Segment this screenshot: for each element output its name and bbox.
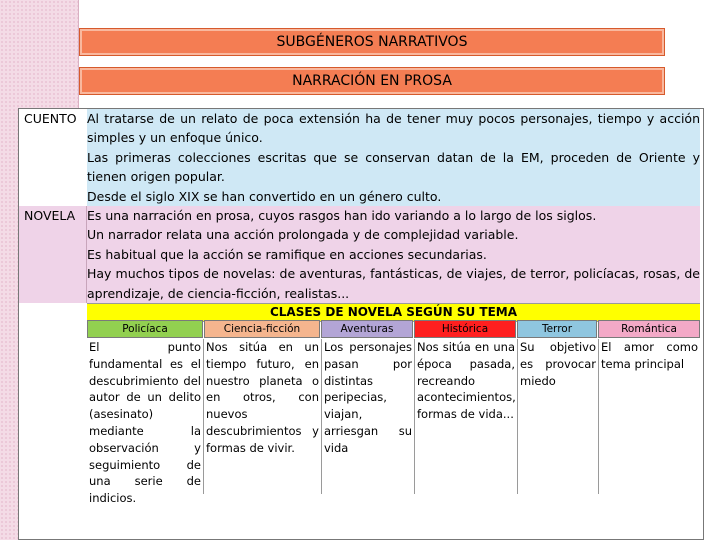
cuento-label: CUENTO <box>24 111 77 126</box>
title-banner: SUBGÉNEROS NARRATIVOS <box>79 28 665 56</box>
category-description-row <box>87 339 700 506</box>
category-aventuras: Aventuras <box>321 320 413 338</box>
historica-description: Nos sitúa en una época pasada, recreando acontecimientos, formas de vida... <box>417 340 516 422</box>
novela-line: Hay muchos tipos de novelas: de aventuras, fantásticas, de viajes, de terror, policíacas, rosas, de aprendizaje, de ciencia-ficción, realistas... <box>87 266 700 301</box>
category-romantica: Romántica <box>598 320 700 338</box>
aventuras-description: Los personajes pasan por distintas peripecias, viajan, arriesgan su vida <box>324 340 412 455</box>
category-terror: Terror <box>517 320 597 338</box>
category-policiaca: Policíaca <box>87 320 203 338</box>
category-header-row <box>87 320 700 337</box>
policiaca-description: El punto fundamental es el descubrimiento del autor de un delito (asesinato) mediante la observación y seguimiento de una serie de indicios. <box>89 340 201 506</box>
cuento-line: Al tratarse de un relato de poca extensión ha de tener muy pocos personajes, tiempo y acción simples y un enfoque único. <box>87 111 700 146</box>
content-table <box>18 108 704 540</box>
novela-line: Es una narración en prosa, cuyos rasgos han ido variando a lo largo de los siglos. <box>87 208 597 223</box>
cuento-description <box>87 109 700 206</box>
subtitle-banner: NARRACIÓN EN PROSA <box>79 67 665 95</box>
cuento-line: Desde el siglo XIX se han convertido en un género culto. <box>87 188 442 204</box>
ciencia-ficcion-description: Nos sitúa en un tiempo futuro, en nuestro planeta o en otros, con nuevos descubrimientos y formas de vivir. <box>206 340 319 455</box>
novela-description <box>87 206 700 303</box>
category-historica: Histórica <box>414 320 516 338</box>
romantica-description: El amor como tema principal <box>601 340 698 371</box>
cuento-line: Las primeras colecciones escritas que se conservan datan de la EM, proceden de Oriente y tienen origen popular. <box>87 149 700 185</box>
terror-description: Su objetivo es provocar miedo <box>520 340 596 388</box>
category-ciencia-ficcion: Ciencia-ficción <box>204 320 320 338</box>
novela-line: Es habitual que la acción se ramifique en acciones secundarias. <box>87 246 487 262</box>
novela-label: NOVELA <box>24 208 76 223</box>
novela-line: Un narrador relata una acción prolongada y de complejidad variable. <box>87 227 519 243</box>
clases-heading: CLASES DE NOVELA SEGÚN SU TEMA <box>87 303 700 322</box>
